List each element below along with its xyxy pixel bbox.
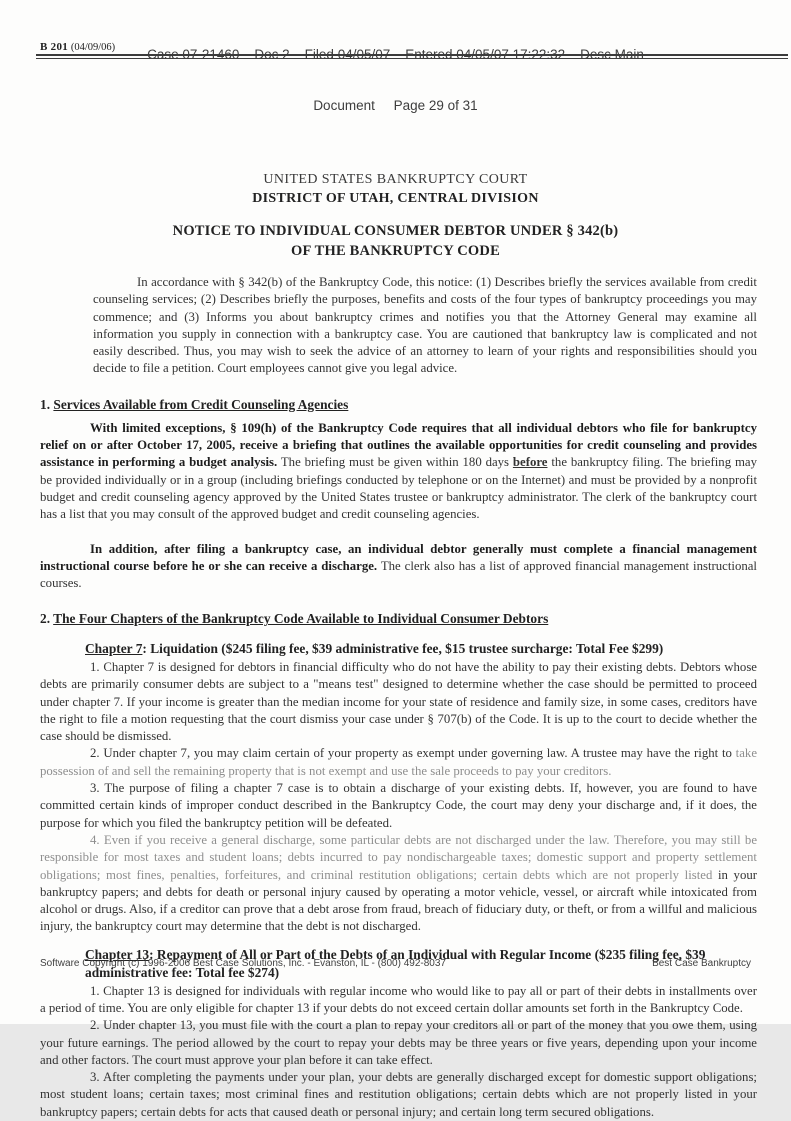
section1-p1-end: the bankruptcy filing. The briefing may be provided individually or in a group (including briefings conducted by telephone or on the Internet) and must be provided by a nonprofit budget and credit counseling agency approved by the United States trustee or bankruptcy administrator. The clerk of the bankruptcy court has a list that you may consult of the approved budget and credit counseling agencies. bbox=[40, 455, 757, 522]
section1-p1-mid: The briefing must be given within 180 days bbox=[277, 455, 513, 470]
chapter13-name: Chapter 13 bbox=[85, 946, 150, 962]
form-number-code: B 201 bbox=[40, 41, 69, 53]
court-heading bbox=[0, 170, 791, 208]
section2-heading bbox=[40, 611, 757, 627]
filing-stamp bbox=[0, 0, 791, 148]
court-district: DISTRICT OF UTAH, CENTRAL DIVISION bbox=[252, 191, 539, 206]
filing-stamp-line1: Case 07-21460 Doc 2 Filed 04/05/07 Entered 04/05/07 17:22:32 Desc Main bbox=[147, 47, 644, 62]
footer-brand: Best Case Bankruptcy bbox=[652, 958, 751, 969]
form-number-revision: (04/09/06) bbox=[70, 42, 116, 53]
chapter7-item4-dark: in your bankruptcy papers; and debts for death or personal injury caused by operating a motor vehicle, vessel, or aircraft while intoxicated from alcohol or drugs. Also, if a creditor can prove that a debt arose from fraud, breach of fiduciary duty, or theft, or from a willful and malicious injury, the bankruptcy court may determine that the debt is not discharged. bbox=[40, 867, 757, 934]
section1-heading-text: Services Available from Credit Counseling Agencies bbox=[53, 396, 349, 412]
section1-paragraph2 bbox=[40, 541, 757, 593]
form-number bbox=[40, 41, 115, 53]
section1-number: 1. bbox=[40, 396, 54, 412]
section1-p2-end: The clerk also has a list of approved financial management instructional courses. bbox=[40, 558, 757, 591]
section2-heading-text: The Four Chapters of the Bankruptcy Code Available to Individual Consumer Debtors bbox=[53, 611, 549, 627]
notice-title-line2: OF THE BANKRUPTCY CODE bbox=[291, 243, 500, 259]
chapter7-heading bbox=[85, 640, 761, 659]
chapter7-item4-faded: 4. Even if you receive a general discharge, some particular debts are not discharged under the law. Therefore, you may still be responsible for most taxes and student loans; debts incurred to pay nondischargeable taxes; domestic support and property settlement obligations; most fines, penalties, forfeitures, and criminal restitution obligations; certain debts which are not properly listed bbox=[40, 832, 757, 882]
section1-p1-underline: before bbox=[512, 455, 548, 470]
header-divider bbox=[36, 54, 788, 59]
section1-heading bbox=[40, 397, 757, 413]
section1-paragraph1 bbox=[40, 420, 757, 524]
notice-title bbox=[0, 221, 791, 261]
chapter7-item4 bbox=[40, 832, 757, 936]
intro-paragraph: In accordance with § 342(b) of the Bankruptcy Code, this notice: (1) Describes briefly the services available from credit counseling services; (2) Describes briefly the purposes, benefits and costs of the four types of bankruptcy proceedings you may commence; and (3) Informs you about bankruptcy crimes and notifies you that the Attorney General may examine all information you supply in connection with a bankruptcy case. You are cautioned that bankruptcy law is complicated and not easily described. Thus, you may wish to seek the advice of an attorney to learn of your rights and responsibilities should you decide to file a petition. Court employees cannot give you legal advice. bbox=[93, 275, 757, 376]
footer-copyright: Software Copyright (c) 1996-2006 Best Case Solutions, Inc. - Evanston, IL - (800) 492-8037 bbox=[40, 958, 446, 969]
chapter7-item3: 3. The purpose of filing a chapter 7 case is to obtain a discharge of your existing debts. If, however, you are found to have committed certain kinds of improper conduct described in the Bankruptcy Code, the court may deny your discharge and, if it does, the purpose for which you filed the bankruptcy petition will be defeated. bbox=[40, 781, 757, 830]
court-name: UNITED STATES BANKRUPTCY COURT bbox=[263, 172, 528, 187]
notice-title-line1: NOTICE TO INDIVIDUAL CONSUMER DEBTOR UNDER § 342(b) bbox=[172, 223, 619, 239]
chapter7-item2-faded: take possession of and sell the remaining property that is not exempt and use the sale proceeds to pay your creditors. bbox=[40, 746, 757, 778]
chapter7-item1: 1. Chapter 7 is designed for debtors in financial difficulty who do not have the ability to pay their existing debts. Debtors whose debts are primarily consumer debts are subject to a "means test" designed to determine whether the case should be permitted to proceed under chapter 7. If your income is greater than the median income for your state of residence and family size, in some cases, creditors have the right to file a motion requesting that the court dismiss your case under § 707(b) of the Code. It is up to the court to decide whether the case should be dismissed. bbox=[40, 659, 757, 744]
chapter7-subtitle: : Liquidation ($245 filing fee, $39 administrative fee, $15 trustee surcharge: Total Fee $299) bbox=[142, 641, 664, 657]
chapter13-subtitle: : Repayment of All or Part of the Debts of an Individual with Regular Income ($235 filing fee, $39 administrative fee: Total fee $274) bbox=[85, 946, 706, 981]
chapter13-item3: 3. After completing the payments under your plan, your debts are generally discharged except for domestic support obligations; most student loans; certain taxes; most criminal fines and restitution obligations; certain debts which are not properly listed in your bankruptcy papers; certain debts for acts that caused death or personal injury; and certain long term secured obligations. bbox=[40, 1070, 757, 1119]
chapter13-item2: 2. Under chapter 13, you must file with the court a plan to repay your creditors all or part of the money that you owe them, using your future earnings. The period allowed by the court to repay your debts may be three years or five years, depending upon your income and other factors. The court must approve your plan before it can take effect. bbox=[40, 1018, 757, 1067]
filing-stamp-line2: Document Page 29 of 31 bbox=[313, 98, 478, 113]
chapter7-name: Chapter 7 bbox=[85, 641, 143, 657]
section1-p2-bold: In addition, after filing a bankruptcy case, an individual debtor generally must complete a financial management instructional course before he or she can receive a discharge. bbox=[40, 541, 757, 573]
page-footer bbox=[40, 958, 751, 969]
section2-number: 2. bbox=[40, 611, 54, 627]
chapter7-item2 bbox=[40, 745, 757, 780]
section1-p1-bold: With limited exceptions, § 109(h) of the Bankruptcy Code requires that all individual debtors who file for bankruptcy relief on or after October 17, 2005, receive a briefing that outlines the available opportunities for credit counseling and provides assistance in performing a budget analysis. bbox=[40, 420, 757, 470]
chapter13-item1: 1. Chapter 13 is designed for individuals with regular income who would like to pay all or part of their debts in installments over a period of time. You are only eligible for chapter 13 if your debts do not exceed certain dollar amounts set forth in the Bankruptcy Code. bbox=[40, 983, 757, 1015]
chapter7-item2-dark: 2. Under chapter 7, you may claim certain of your property as exempt under governing law. A trustee may have the right to bbox=[90, 746, 732, 761]
